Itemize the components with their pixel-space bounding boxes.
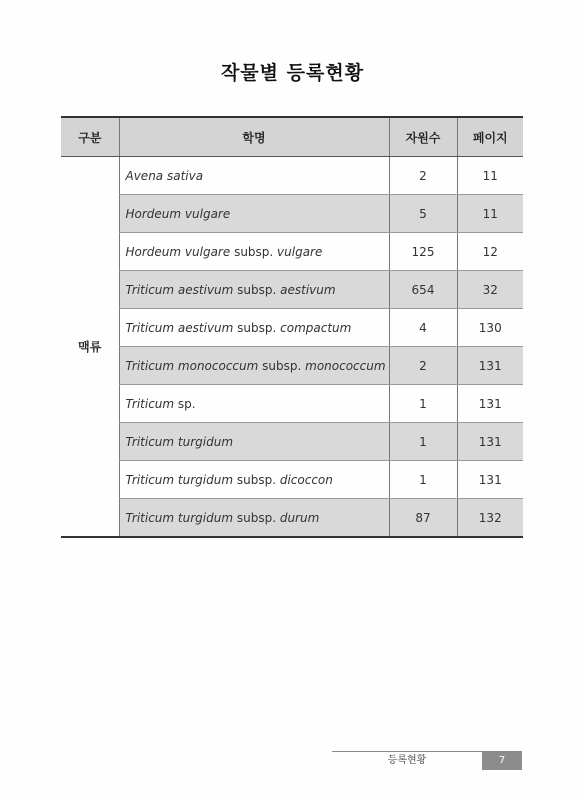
scientific-name-cell bbox=[119, 499, 389, 538]
page-title: 작물별 등록현황 bbox=[220, 62, 365, 84]
resource-count-cell: 654 bbox=[389, 271, 457, 309]
table-row bbox=[61, 423, 523, 461]
resource-count-cell: 5 bbox=[389, 195, 457, 233]
resource-count-cell: 2 bbox=[389, 157, 457, 195]
name-italic-part: Triticum bbox=[125, 396, 175, 411]
table-row bbox=[61, 157, 523, 195]
scientific-name-cell bbox=[119, 461, 389, 499]
name-rank-part: subsp. bbox=[233, 320, 281, 335]
scientific-name-cell bbox=[119, 385, 389, 423]
page-cell: 130 bbox=[457, 309, 523, 347]
resource-count-cell: 1 bbox=[389, 461, 457, 499]
page-cell: 11 bbox=[457, 157, 523, 195]
header-resource-count: 자원수 bbox=[389, 117, 457, 157]
name-italic-part: dicoccon bbox=[279, 472, 333, 487]
page-cell: 131 bbox=[457, 347, 523, 385]
name-italic-part: aestivum bbox=[280, 282, 336, 297]
table-row bbox=[61, 233, 523, 271]
page-number: 7 bbox=[482, 752, 522, 770]
name-italic-part: monococcum bbox=[305, 358, 386, 373]
category-cell: 맥류 bbox=[61, 157, 119, 538]
footer-label: 등록현황 bbox=[387, 755, 427, 766]
resource-count-cell: 125 bbox=[389, 233, 457, 271]
name-italic-part: Triticum aestivum bbox=[125, 320, 234, 335]
resource-count-cell: 4 bbox=[389, 309, 457, 347]
scientific-name-cell bbox=[119, 347, 389, 385]
scientific-name-cell bbox=[119, 157, 389, 195]
table-row bbox=[61, 385, 523, 423]
page-footer bbox=[332, 751, 522, 770]
resource-count-cell: 1 bbox=[389, 423, 457, 461]
registration-table bbox=[61, 116, 523, 538]
page-cell: 131 bbox=[457, 461, 523, 499]
table-row bbox=[61, 271, 523, 309]
resource-count-cell: 87 bbox=[389, 499, 457, 538]
scientific-name-cell bbox=[119, 423, 389, 461]
table-row bbox=[61, 195, 523, 233]
table-row bbox=[61, 499, 523, 538]
scientific-name-cell bbox=[119, 309, 389, 347]
name-rank-part: subsp. bbox=[258, 358, 306, 373]
name-italic-part: Hordeum vulgare bbox=[125, 244, 231, 259]
name-rank-part: sp. bbox=[174, 396, 196, 411]
table-row bbox=[61, 461, 523, 499]
page-cell: 131 bbox=[457, 385, 523, 423]
page-cell: 32 bbox=[457, 271, 523, 309]
table-header-row bbox=[61, 117, 523, 157]
name-italic-part: Triticum turgidum bbox=[125, 472, 234, 487]
name-rank-part: subsp. bbox=[233, 282, 281, 297]
name-italic-part: Triticum turgidum bbox=[125, 434, 234, 449]
name-rank-part: subsp. bbox=[233, 510, 280, 525]
resource-count-cell: 1 bbox=[389, 385, 457, 423]
scientific-name-cell bbox=[119, 271, 389, 309]
name-italic-part: Triticum turgidum bbox=[125, 510, 234, 525]
name-italic-part: Avena sativa bbox=[125, 168, 204, 183]
header-page: 페이지 bbox=[457, 117, 523, 157]
name-italic-part: vulgare bbox=[277, 244, 323, 259]
name-rank-part: subsp. bbox=[233, 472, 280, 487]
name-italic-part: compactum bbox=[280, 320, 352, 335]
name-italic-part: durum bbox=[279, 510, 320, 525]
page-cell: 131 bbox=[457, 423, 523, 461]
table-row bbox=[61, 309, 523, 347]
table-body bbox=[61, 157, 523, 538]
name-italic-part: Hordeum vulgare bbox=[125, 206, 231, 221]
resource-count-cell: 2 bbox=[389, 347, 457, 385]
page-cell: 132 bbox=[457, 499, 523, 538]
table-row bbox=[61, 347, 523, 385]
page-cell: 12 bbox=[457, 233, 523, 271]
scientific-name-cell bbox=[119, 233, 389, 271]
name-italic-part: Triticum monococcum bbox=[125, 358, 259, 373]
name-italic-part: Triticum aestivum bbox=[125, 282, 234, 297]
scientific-name-cell bbox=[119, 195, 389, 233]
header-scientific-name: 학명 bbox=[119, 117, 389, 157]
header-category: 구분 bbox=[61, 117, 119, 157]
name-rank-part: subsp. bbox=[230, 244, 278, 259]
page-cell: 11 bbox=[457, 195, 523, 233]
